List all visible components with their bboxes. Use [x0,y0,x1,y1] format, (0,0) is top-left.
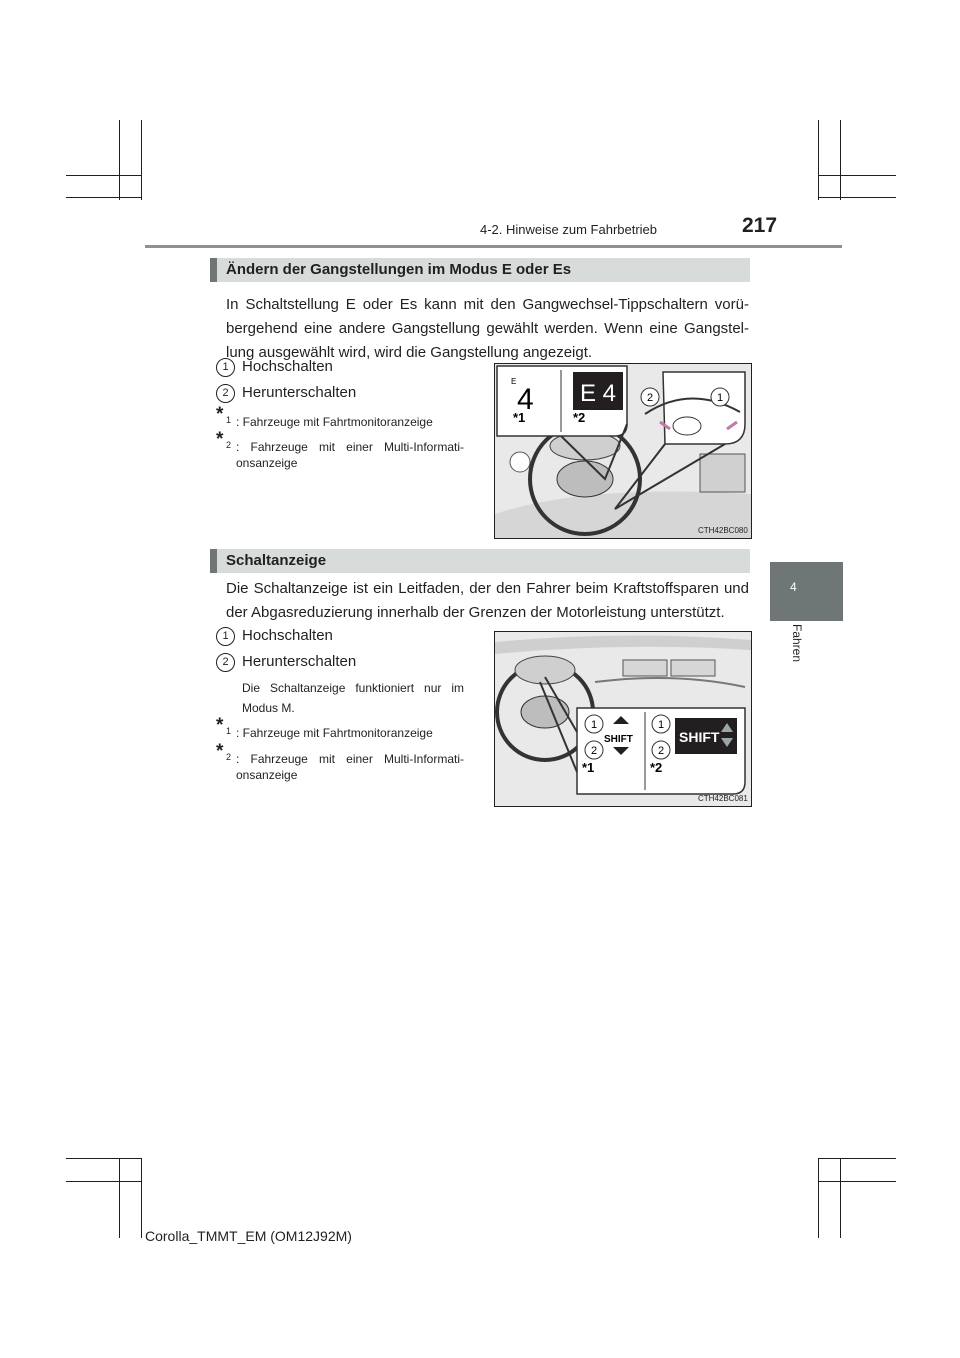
item-number: 1 [216,627,235,646]
footnote-star: * [216,429,224,450]
footnote [216,404,464,429]
crop-mark [818,120,819,200]
item-label: Herunterschalten [242,384,357,401]
item-number: 1 [216,358,235,377]
footnote-star: * [216,404,224,425]
crop-mark [840,120,841,200]
figure-code: CTH42BC081 [698,794,748,803]
section-paragraph: Die Schaltanzeige ist ein Leitfaden, der den Fahrer beim Kraftstoffsparen und der Abgasreduzierung innerhalb der Grenzen der Motorleistung unterstützt. [226,580,749,621]
section-title: Ändern der Gangstellungen im Modus E oder Es [226,261,572,278]
footnote [216,741,464,783]
crop-mark [119,1158,120,1238]
footnote-star: * [216,741,224,762]
chapter-tab-number: 4 [790,580,797,594]
crop-mark [818,175,896,176]
footnote [216,429,464,471]
chapter-tab [770,562,843,621]
shift-label: SHIFT [604,734,633,745]
footnote-number: 2 [226,440,232,450]
callout-2: 2 [590,745,598,757]
footnote-number: 1 [226,726,232,736]
center-screen [700,454,745,492]
paddle-shift-figure [495,364,751,538]
item-label: Herunterschalten [242,653,357,670]
crop-mark [818,1158,819,1238]
callout-1b: 1 [657,719,665,731]
wheel-emblem [673,417,701,435]
section-heading [210,549,750,573]
display-mark-1: *1 [513,410,526,425]
note-text: Die Schaltanzeige funktioniert nur im Modus M. [242,681,464,715]
display-mode-e: E [511,377,517,386]
footnote-number: 2 [226,752,232,762]
crop-mark [119,120,120,200]
crop-mark [818,197,896,198]
crop-mark [66,1158,141,1159]
footnote-text: : Fahrzeuge mit einer Multi-Informati- onsanzeige [236,440,464,470]
shift-indicator-illustration [494,631,752,807]
item-label: Hochschalten [242,358,333,375]
display-mark-2: *2 [573,410,586,425]
item-number: 2 [216,384,235,403]
crop-mark [66,1181,141,1182]
crop-mark [818,1158,896,1159]
chapter-title: 4-2. Hinweise zum Fahrbetrieb [480,222,658,237]
instrument-cluster [515,656,575,684]
section-heading-accent [210,549,217,573]
item-label: Hochschalten [242,627,333,644]
footnote-text: : Fahrzeuge mit Fahrtmonitoranzeige [236,415,433,429]
callout-1: 1 [716,392,724,404]
section-heading-accent [210,258,217,282]
chapter-tab-label: Fahren [790,624,804,663]
section-paragraph: In Schaltstellung E oder Es kann mit den Gangwechsel-Tippschaltern vorü- bergehend eine andere Gangstellung gewählt werden. Wenn eine Gangstel- lung ausgewählt wird, wird die Gangstellung angezeigt. [226,296,749,361]
crop-mark [141,1158,142,1238]
footnote-number: 1 [226,415,232,425]
crop-mark [840,1158,841,1238]
vent [510,452,530,472]
callout-2: 2 [646,392,654,404]
callout-1: 1 [590,719,598,731]
figure-code: CTH42BC080 [698,526,748,535]
crop-mark [66,175,141,176]
page-number: 217 [742,214,778,237]
steering-hub [521,696,569,728]
shift-indicator-figure [495,632,751,806]
footnote-text: : Fahrzeuge mit einer Multi-Informati- onsanzeige [236,752,464,782]
item-number: 2 [216,653,235,672]
mid-display-text: E 4 [579,380,617,407]
crop-mark [141,120,142,200]
mid-shift-text: SHIFT [679,729,720,745]
section-title: Schaltanzeige [226,552,327,569]
display-gear-digit: 4 [517,383,534,416]
section-heading [210,258,750,282]
footnote-text: : Fahrzeuge mit Fahrtmonitoranzeige [236,726,433,740]
center-vent-right [671,660,715,676]
footnote-star: * [216,715,224,736]
steering-wheel-illustration [494,363,752,539]
crop-mark [818,1181,896,1182]
display-mark-1: *1 [582,760,595,775]
display-mark-2: *2 [650,760,663,775]
crop-mark [66,197,141,198]
callout-2b: 2 [657,745,665,757]
footnote [216,715,464,740]
document-id: Corolla_TMMT_EM (OM12J92M) [145,1228,352,1244]
center-vent-left [623,660,667,676]
header-rule [145,245,842,248]
